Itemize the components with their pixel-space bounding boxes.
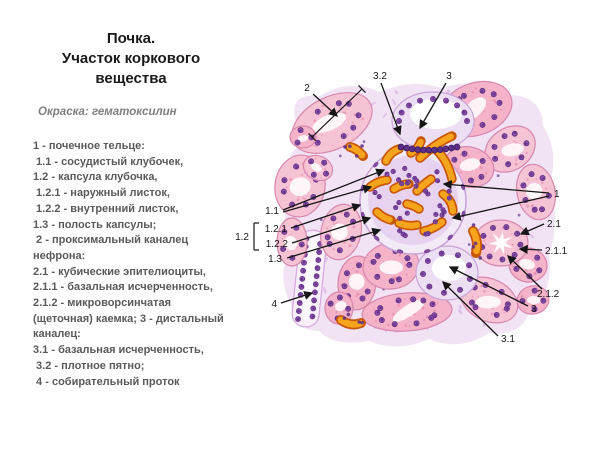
legend-line: нефрона: [33,249,86,262]
figure-label: 3 [446,71,452,82]
legend-line: 1.2.1 - наружный листок, [33,187,170,200]
figure-label: 1.3 [268,254,282,265]
title-line-2: Участок коркового [61,50,201,67]
figure-label: 1.2.1 [264,224,287,235]
legend-line: 1.2.2 - внутренний листок, [33,202,179,215]
legend-line: 2.1 - кубические эпителиоциты, [33,265,206,278]
figure-label: 4 [271,299,277,310]
figure-label: 1 [554,189,560,200]
legend-line: 1 - почечное тельце: [33,140,145,152]
stain-caption: Окраска: гематоксилин [38,106,177,118]
figure-label: 2 [304,83,310,94]
legend-line: 3.1 - базальная исчерченность, [33,344,204,357]
legend-line: каналец: [33,328,81,341]
title-line-1: Почка. [106,30,156,47]
legend-line: 1.3 - полость капсулы; [33,218,157,231]
figure-label: 1.2 [235,232,249,243]
figure-label: 1.1 [265,206,279,217]
legend-line: (щеточная) каемка; 3 - дистальный [33,312,224,325]
figure-label: 3 [531,304,537,315]
legend-line: 2.1.2 - микроворсинчатая [33,297,172,310]
kidney-tissue-drawing [271,72,560,347]
figure-label: 3.2 [373,71,387,82]
legend-line: 2.1.1 - базальная исчерченность, [33,281,213,294]
title-line-3: вещества [95,70,167,87]
figure-label: 2.1 [547,219,561,230]
legend-line: 1.2 - капсула клубочка, [33,171,158,184]
figure-label: 1.2.2 [265,239,288,250]
distal-tubule-bottom [416,246,478,300]
figure-label: 3.1 [501,334,515,345]
legend-line: 2 - проксимальный каналец [33,234,189,247]
figure-label: 2.1.1 [545,246,568,257]
legend-line: 4 - собирательный проток [33,375,180,388]
legend-line: 3.2 - плотное пятно; [33,359,145,372]
proximal-tubule-brush-border [474,220,528,266]
legend-line: 1.1 - сосудистый клубочек, [33,155,184,168]
figure-label: 2.1.2 [537,289,560,300]
